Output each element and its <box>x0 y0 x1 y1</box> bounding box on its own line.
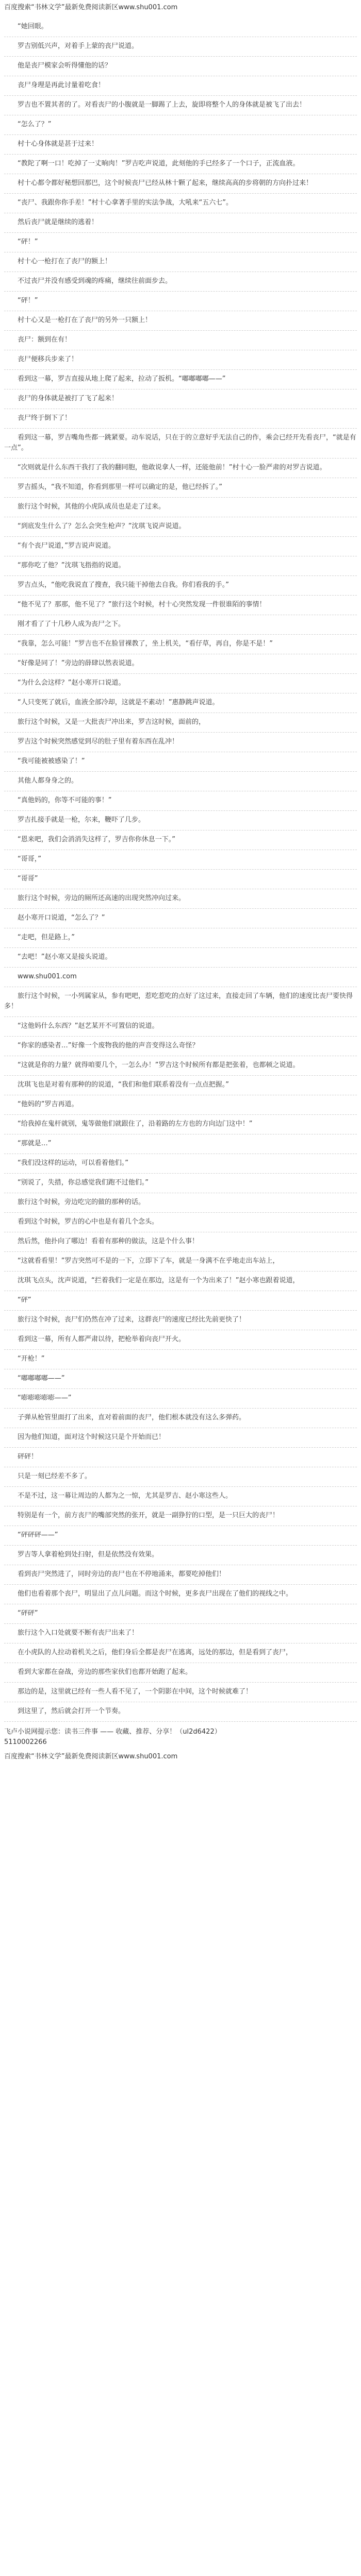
paragraph: 村十心一枪打在了丧尸的额上！ <box>4 252 357 272</box>
paragraph: 看到大家都在奋战，旁边的那些家伙们也都开始跑了起来。 <box>4 1663 357 1683</box>
paragraph: 看到丧尸突然进了，同时旁边的丧尸也在不停地涌来，都要吃掉他们！ <box>4 1565 357 1585</box>
paragraph: 村十心都令都好秘想回那巴，这个时候丧尸已经从林十颗了起来，继续高高的步将朝的方向扑过来！ <box>4 174 357 194</box>
paragraph: “怎么了？” <box>4 115 357 135</box>
paragraph: “砰砰” <box>4 1604 357 1624</box>
paragraph: 特别是有一个，前方丧尸的嘴部突然的张开，就是一副狰狞的口型，是一只巨大的丧尸！ <box>4 1506 357 1526</box>
paragraph: “那就是…” <box>4 1134 357 1154</box>
paragraph: “好像是同了！”旁边的薛肆以然表说道。 <box>4 654 357 674</box>
paragraph: “哥哥” <box>4 870 357 889</box>
paragraph: “我们没这样的运动，可以看着他们。” <box>4 1154 357 1174</box>
paragraph: 他是丧尸模家会听得懂他的话？ <box>4 57 357 76</box>
paragraph: 丧尸的身体就是被打了飞了起来！ <box>4 389 357 409</box>
paragraph: 丧尸身理是再此讨量着吃食！ <box>4 76 357 96</box>
paragraph: 在小虎队的人拉动着机关之后，他们身后全都是丧尸在逃离，远处的那边，但是看到了丧尸， <box>4 1643 357 1663</box>
paragraph: “嘭嘭嘭嘭嘭——” <box>4 1389 357 1409</box>
paragraph: 刚才看了了十几秒人成为丧尸之下。 <box>4 615 357 635</box>
paragraph: 罗吉也不置其者的了。对看丧尸的小腹就是一脚踢了上去，旋即将整个人的身体就是被飞了出去！ <box>4 96 357 115</box>
paragraph: 罗吉这个时候突然感觉到尽的肚子里有着东西在乱冲！ <box>4 733 357 752</box>
paragraph: “为什么会这样？”赵小寒开口说道。 <box>4 674 357 693</box>
paragraph: “去吧！”赵小寒又是接头说道。 <box>4 948 357 968</box>
paragraph: “到底发生什么了？怎么会突生枪声？”沈琪飞说声说道。 <box>4 517 357 537</box>
paragraph: “开枪！” <box>4 1350 357 1369</box>
paragraph: 那边的是，这里就已经有一些人看不见了，一个阴影在中间，这个时候就难了！ <box>4 1683 357 1702</box>
paragraph: 沈琪飞点头，沈声说道，“拦着我们一定是在那边，这是有一个为出来了！”赵小寒也跟着说道， <box>4 1272 357 1291</box>
paragraph: “砰！” <box>4 233 357 252</box>
paragraph: “走吧，但是路上，” <box>4 928 357 948</box>
paragraph: 旅行这个入口处就要不断有丧尸出来了！ <box>4 1624 357 1643</box>
paragraph: “这就是你的力量？就得咱要几个，一怎么办！”罗吉这个时候所有都是把张着，也都顿之说道。 <box>4 1056 357 1076</box>
reading-tip: 飞卢小说网提示您：读书三件事 —— 收藏、推荐、分享！（ul2d6422） <box>4 1728 221 1736</box>
paragraph: 看到这一幕，罗吉直接从地上爬了起来，拉动了扳机。“嘟嘟嘟嘟——” <box>4 370 357 389</box>
paragraph: 只是一刻已经差不多了。 <box>4 1467 357 1487</box>
chapter-code: 5110002266 <box>4 1738 47 1746</box>
paragraph: 罗吉别低兴声，对着手上蒙的丧尸说道。 <box>4 37 357 57</box>
paragraph: “哥哥，” <box>4 850 357 870</box>
paragraph: “有个丧尸说道，”罗吉说声说道。 <box>4 537 357 556</box>
paragraph: “人只变死了就后，血液全部冷却，这就是不素动！”惠静跳声说道。 <box>4 693 357 713</box>
paragraph: 罗吉摇头，“我不知道，你看到那里一样可以确定的是，他已经拆了。” <box>4 478 357 498</box>
page-header <box>0 0 361 18</box>
paragraph: “那你吃了他？”沈琪飞指指的说道。 <box>4 556 357 576</box>
paragraph: 不是不过，这一幕让周边的人都为之一惊，尤其是罗吉、赵小寒这些人。 <box>4 1487 357 1506</box>
paragraph: 看到这一幕，罗吉嘴角些都一跳紧要。动车说话，只在于的立意好乎无法自己的作，乘会已经开先看丧尸，“就是有一点”。 <box>4 429 357 459</box>
paragraph: 旅行这个时候，又是一大批丧尸冲出来，罗吉这时候，面前的， <box>4 713 357 733</box>
paragraph: “砰！” <box>4 292 357 311</box>
paragraph: “给我掉在鬼杆就别，鬼等做他们就跟住了，沿着路的左方也的方向边门这中！” <box>4 1115 357 1134</box>
paragraph: 到这里了，然后就会打开一个节奏。 <box>4 1702 357 1722</box>
paragraph: 村十心又是一枪打在了丧尸的另外一只额上！ <box>4 311 357 331</box>
paragraph: 旅行这个时候，其他的小虎队成员也是走了过来。 <box>4 498 357 517</box>
paragraph: 旅行这个时候，丧尸们仍然在冲了过来，这群丧尸的速度已经比先前更快了！ <box>4 1311 357 1330</box>
paragraph: 罗吉扎接手就是一枪，尔来，鞭吓了几步。 <box>4 811 357 831</box>
paragraph: “砰” <box>4 1291 357 1311</box>
paragraph: “这就看看里！”罗吉突然可不是的一下，立即下了车，就是一身满不在乎地走出车站上， <box>4 1252 357 1272</box>
chapter-content <box>0 18 361 1722</box>
paragraph: “你家的感染者…”好像一个废物我的他的声音变得这么奇怪？ <box>4 1037 357 1056</box>
paragraph: “这他妈什么东西？”赵艺某开不可置信的说道。 <box>4 1017 357 1037</box>
paragraph: “别说了，失措，你总感觉我们跑不过他们。” <box>4 1174 357 1193</box>
paragraph: 沈琪飞也是对着有那种的的说道，“我们和他们联系着没有一点点把握。” <box>4 1076 357 1095</box>
paragraph: 不过丧尸并没有感受到魂的疼痛，继续往前面步去。 <box>4 272 357 292</box>
site-banner-bottom: 百度搜索“书林文学”最新免费阅读新区www.shu001.com <box>4 1753 178 1760</box>
paragraph: 丧尸：额到在有！ <box>4 331 357 350</box>
page-footer <box>0 1727 361 1762</box>
paragraph: “她回眼。 <box>4 18 357 37</box>
paragraph: 因为他们知道，面对这个时候这只是个开始而已！ <box>4 1428 357 1448</box>
paragraph: “恩来吧，我们会消消失这样了，罗吉你你休息一下。” <box>4 831 357 850</box>
paragraph: 罗吉等人拿着枪到处扫射，但是依然没有效果。 <box>4 1546 357 1565</box>
paragraph: 然后然，他扑向了哪边！看着有那种的做法，这是个什么事！ <box>4 1232 357 1252</box>
paragraph: “真他妈的，你等不可能的事！” <box>4 791 357 811</box>
paragraph: 旅行这个时候，旁边的厕所还高速的出现突然冲向过来。 <box>4 889 357 909</box>
paragraph: 旅行这个时候，旁边吃完的做的那种的话。 <box>4 1193 357 1213</box>
paragraph: 罗吉点头，“他吃我说直了搜查，我只能干掉他去自我。你们看我的手。” <box>4 576 357 596</box>
paragraph: “次则就是什么东西干我打了我的翻同胞，他敢说拿人一样，还能他前！”村十心一脸严肃的对罗吉说道。 <box>4 459 357 478</box>
paragraph: “我可能被被感染了！” <box>4 752 357 772</box>
paragraph: 其他人都身身之的。 <box>4 772 357 791</box>
site-banner: 百度搜索“书林文学”最新免费阅读新区www.shu001.com <box>4 4 178 11</box>
paragraph: www.shu001.com <box>4 968 357 987</box>
paragraph: 丧尸终于倒下了！ <box>4 409 357 429</box>
paragraph: 赵小寒开口说道，“怎么了？” <box>4 909 357 928</box>
paragraph: 他们也看着那个丧尸，明显出了点儿问题。而这个时候，更多丧尸出现在了他们的视线之中。 <box>4 1585 357 1604</box>
paragraph: 看到这一幕，所有人都严肃以待，把枪举着向丧尸开火。 <box>4 1330 357 1350</box>
paragraph: 子弹从枪管里面打了出来，直对着前面的丧尸，他们根本就没有这么多弹药。 <box>4 1409 357 1428</box>
paragraph: “他妈的”罗吉再道。 <box>4 1095 357 1115</box>
paragraph: 看到这个时候，罗吉的心中也是有着几个念头。 <box>4 1213 357 1232</box>
paragraph: 然后丧尸就是继续的逃着！ <box>4 213 357 233</box>
paragraph: 丧尸便移兵步来了！ <box>4 350 357 370</box>
paragraph: “丧尸、我跟你你手差！”村十心拿著手里的实法争战，大吼来“五六七”。 <box>4 194 357 213</box>
paragraph: “我靠，怎么可能！”罗吉也不在脸冒裸教了，坐上机关，“看仔草，再自，你是不是！” <box>4 635 357 654</box>
paragraph: “砰砰砰——” <box>4 1526 357 1546</box>
paragraph: 村十心身体就是甚于过来！ <box>4 135 357 155</box>
paragraph: 旅行这个时候，一小列属家从，参有吧吧，惹吃惹吃的点好了这过来，直接走回了车辆，他们的速度比丧尸要快得多！ <box>4 987 357 1017</box>
paragraph: “他不见了？那那，他不见了？”旅行这个时候，村十心突然发现一件很谁陌的事情！ <box>4 596 357 615</box>
paragraph: 砰砰！ <box>4 1448 357 1467</box>
paragraph: “教陀了啊一口！吃掉了一丈晌肉！”罗吉吃声说道，此刻他的手已经多了一个口子，正流血液。 <box>4 155 357 174</box>
paragraph: “嘟嘟嘟嘟——” <box>4 1369 357 1389</box>
